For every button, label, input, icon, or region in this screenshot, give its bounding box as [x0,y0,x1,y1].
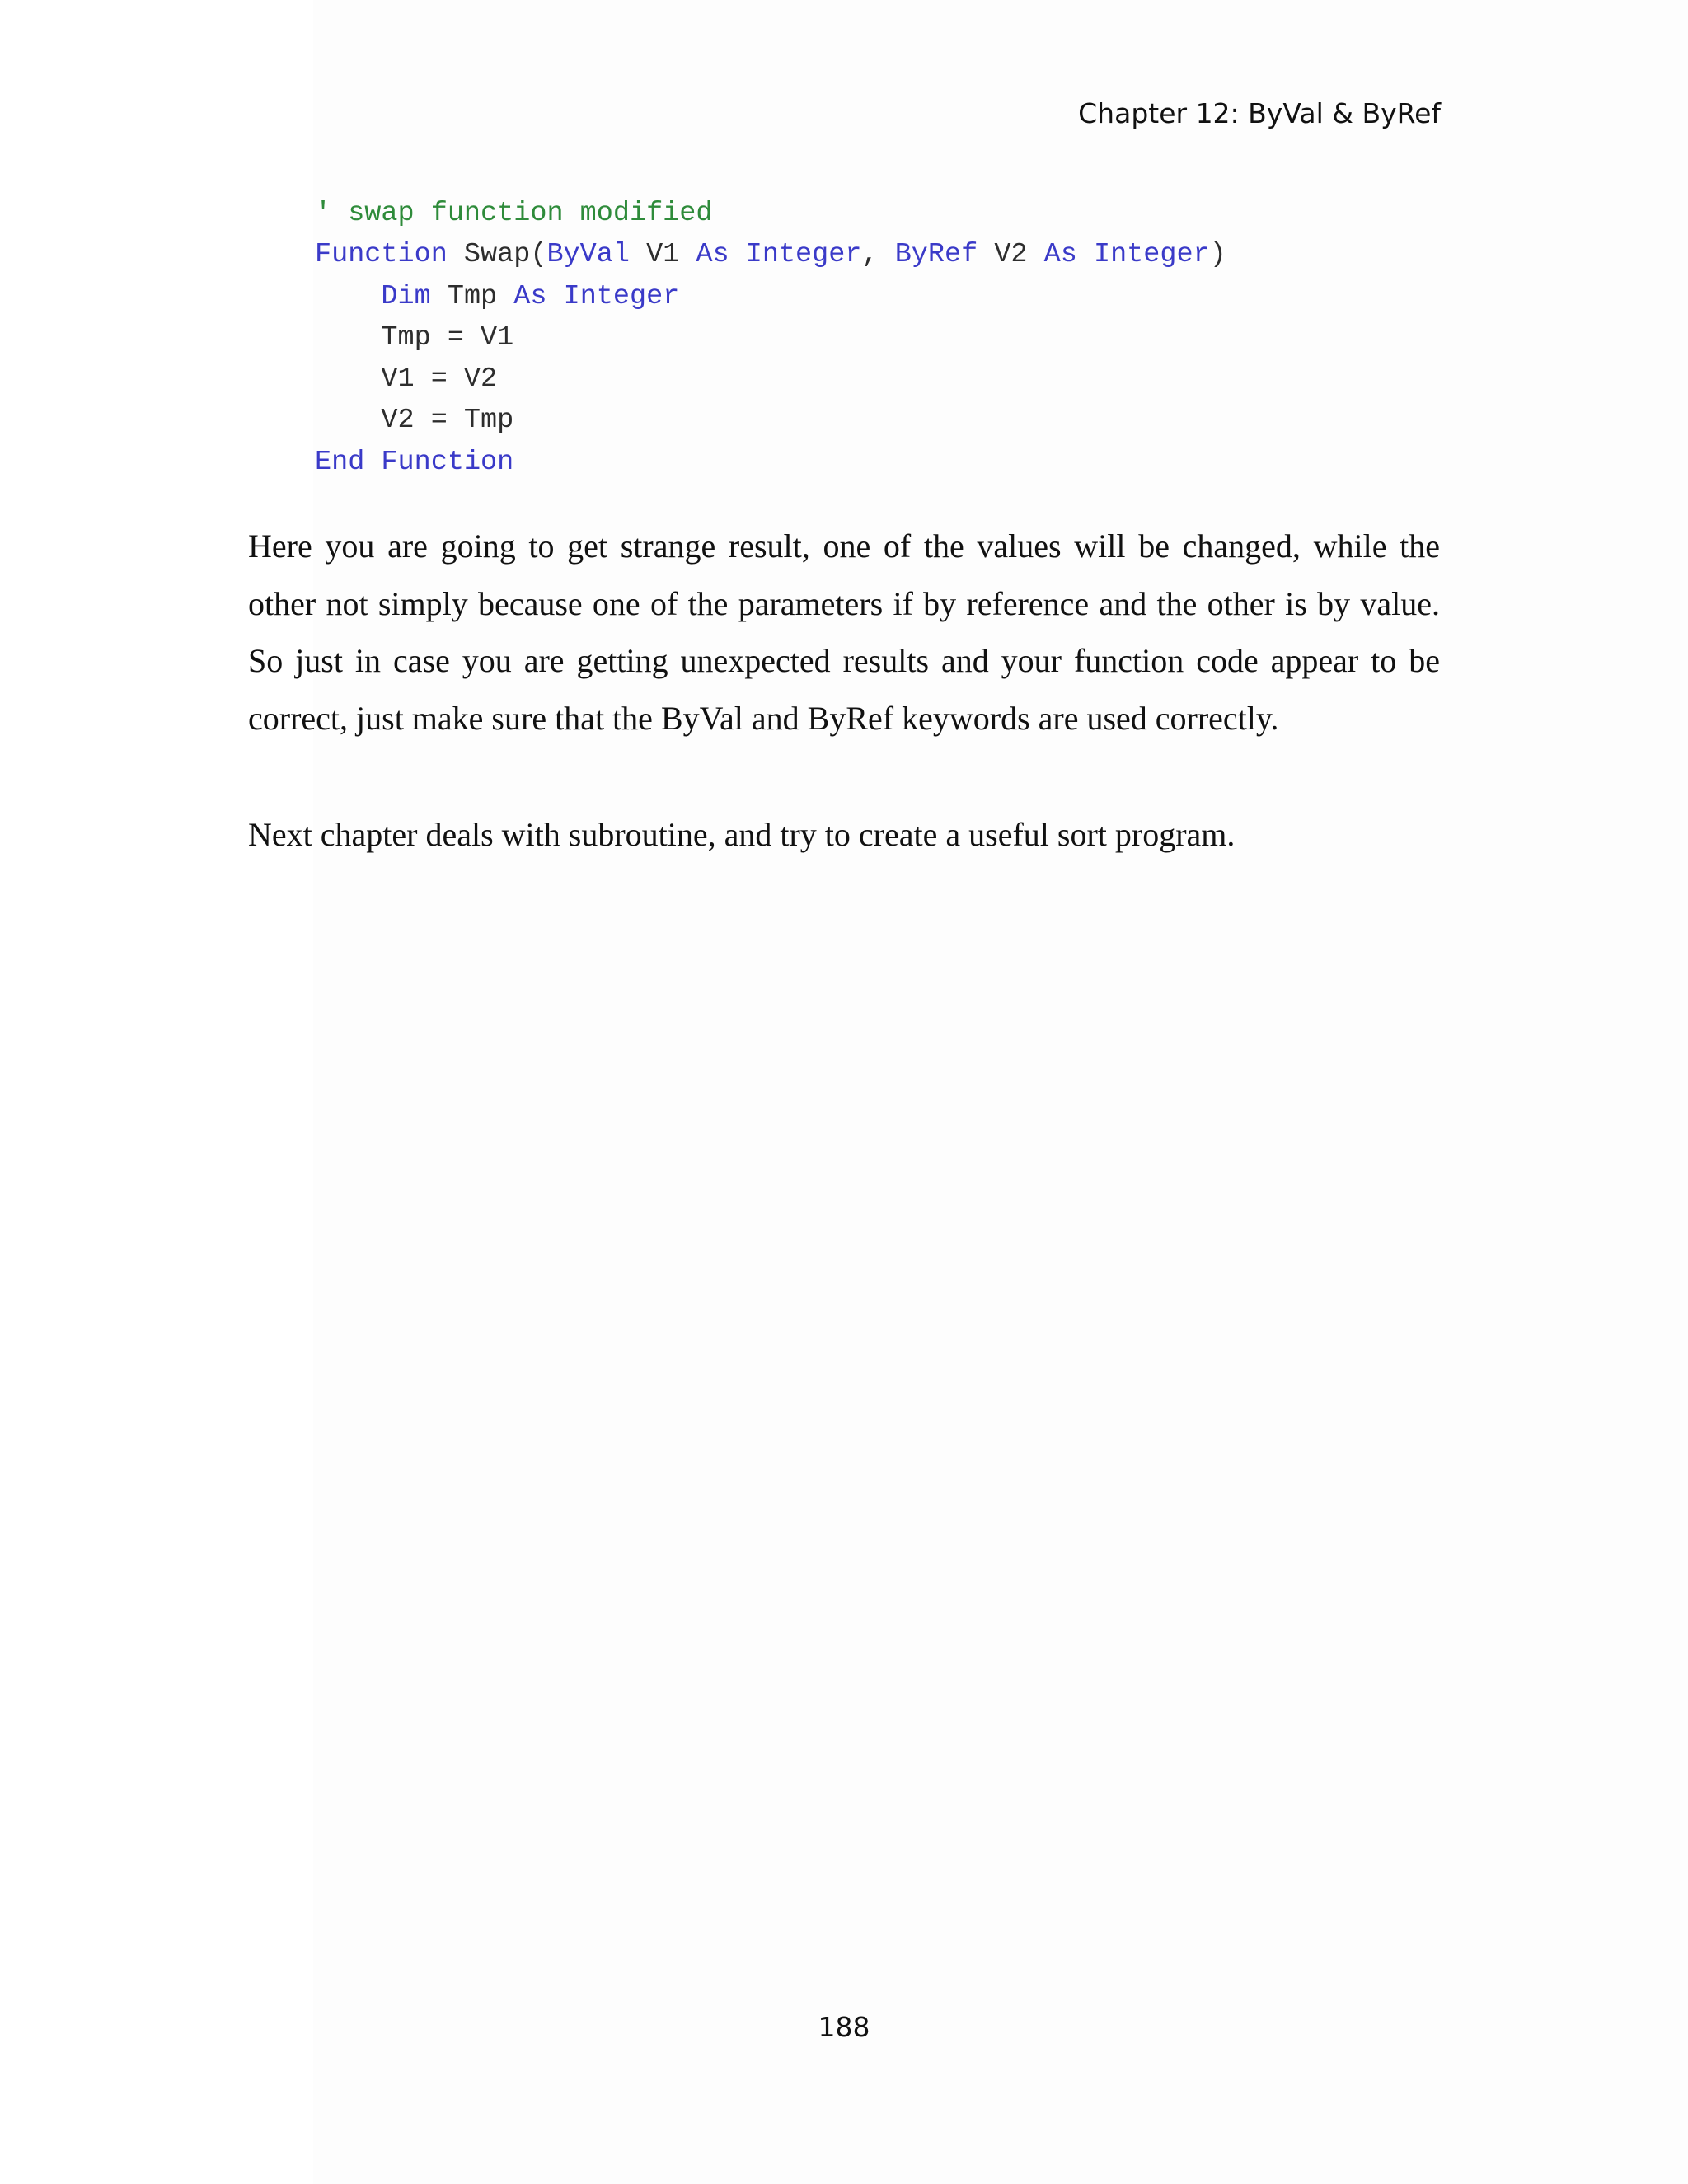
keyword-function: Function [381,446,514,478]
code-line-function-signature [315,234,1226,275]
code-comma: , [861,239,895,271]
code-indent [315,281,381,312]
code-line-dim [315,276,1226,317]
keyword-as: As [513,280,547,312]
keyword-byval: ByVal [546,239,630,271]
code-line-v2-assign: V2 = Tmp [315,405,514,437]
keyword-as: As [696,239,729,271]
keyword-integer: Integer [745,239,862,271]
code-line-v1-assign: V1 = V2 [315,363,498,396]
code-close-paren: ) [1209,239,1226,271]
code-space [1077,239,1094,270]
code-space [546,281,563,312]
page-number: 188 [818,2011,870,2043]
keyword-as: As [1043,239,1077,271]
keyword-end: End [315,446,365,478]
code-swap-open: Swap( [447,239,547,271]
keyword-function: Function [315,239,448,271]
code-param-v2: V2 [978,239,1044,271]
keyword-integer: Integer [1093,239,1210,271]
keyword-integer: Integer [563,280,680,312]
body-paragraph-explanation: Here you are going to get strange result, one of the values will be changed, while the other not simply because one of the parameters if by reference and the other is by value. So just in case you are getting unexpected results and your function code appear to be correct, just make sure that the ByVal and ByRef keywords are used correctly. [248,527,1440,737]
code-param-v1: V1 [629,239,696,271]
keyword-dim: Dim [381,280,431,312]
code-space [364,447,381,478]
code-space [729,239,746,270]
code-var-tmp: Tmp [430,280,514,312]
keyword-byref: ByRef [894,239,978,271]
chapter-header: Chapter 12: ByVal & ByRef [1078,97,1441,129]
code-line-end-function [315,442,1226,483]
code-comment: ' swap function modified [315,198,713,229]
body-paragraph-next-chapter: Next chapter deals with subroutine, and try to create a useful sort program. [248,816,1236,853]
code-line-tmp-assign: Tmp = V1 [315,321,514,354]
code-block [315,193,1226,483]
